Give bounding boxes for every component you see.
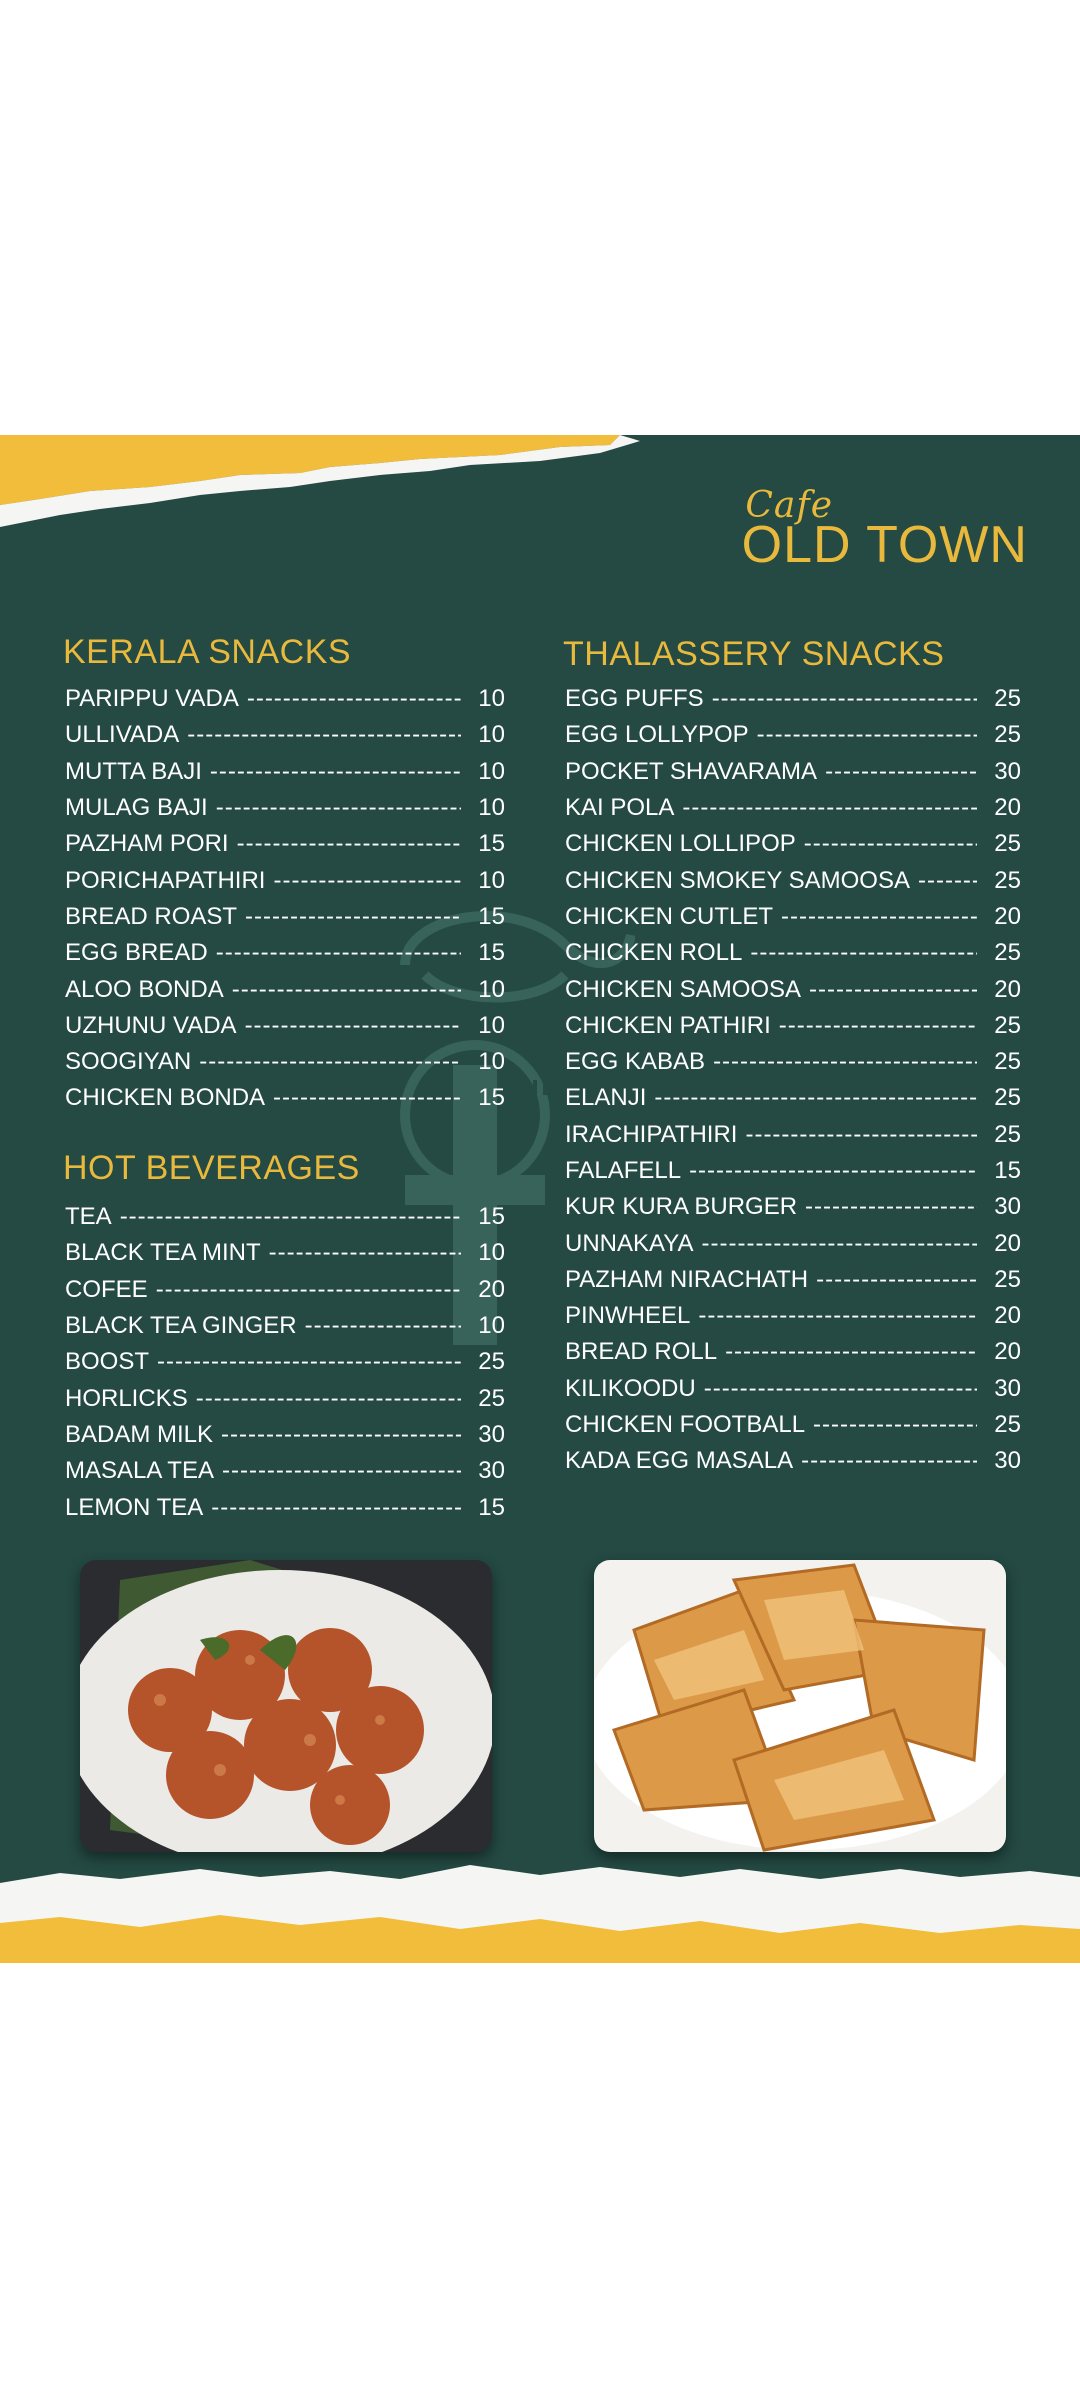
item-name: CHICKEN SMOKEY SAMOOSA <box>565 866 910 894</box>
item-price: 25 <box>994 1084 1021 1112</box>
item-name: KAI POLA <box>565 794 675 822</box>
kerala-snacks-item <box>65 681 505 717</box>
item-name: CHICKEN ROLL <box>565 939 743 967</box>
thalassery-snacks-item <box>565 1044 1021 1080</box>
item-name: PORICHAPATHIRI <box>65 866 266 894</box>
item-name: PINWHEEL <box>565 1302 691 1330</box>
kerala-snacks-item <box>65 862 505 898</box>
item-name: HORLICKS <box>65 1384 188 1412</box>
hot-beverages-item <box>65 1199 505 1235</box>
item-name: ELANJI <box>565 1084 647 1112</box>
item-price: 25 <box>478 1384 505 1412</box>
dotted-leader <box>120 1203 461 1231</box>
item-name: PAZHAM NIRACHATH <box>565 1265 809 1293</box>
item-price: 15 <box>478 1493 505 1521</box>
dotted-leader <box>245 1012 461 1040</box>
dotted-leader <box>805 1193 977 1221</box>
hot-beverages-item <box>65 1453 505 1489</box>
item-name: CHICKEN LOLLIPOP <box>565 830 796 858</box>
item-price: 20 <box>994 902 1021 930</box>
item-name: EGG KABAB <box>565 1048 706 1076</box>
thalassery-snacks-item <box>565 935 1021 971</box>
hot-beverages-item <box>65 1272 505 1308</box>
item-price: 25 <box>994 1120 1021 1148</box>
kerala-snacks-item <box>65 717 505 753</box>
thalassery-snacks-title: THALASSERY SNACKS <box>563 635 945 673</box>
dotted-leader <box>698 1302 977 1330</box>
item-price: 30 <box>994 757 1021 785</box>
dotted-leader <box>222 1457 461 1485</box>
thalassery-snacks-item <box>565 1371 1021 1407</box>
kerala-snacks-title: KERALA SNACKS <box>63 633 352 671</box>
item-name: COFEE <box>65 1275 148 1303</box>
dotted-leader <box>216 939 461 967</box>
item-price: 25 <box>994 1048 1021 1076</box>
item-name: KILIKOODU <box>565 1374 696 1402</box>
dotted-leader <box>156 1276 461 1304</box>
item-name: MASALA TEA <box>65 1457 214 1485</box>
item-price: 25 <box>994 685 1021 713</box>
thalassery-snacks-item <box>565 971 1021 1007</box>
dotted-leader <box>273 1084 461 1112</box>
item-name: BLACK TEA MINT <box>65 1239 261 1267</box>
item-price: 30 <box>994 1193 1021 1221</box>
dotted-leader <box>804 830 977 858</box>
item-price: 25 <box>994 721 1021 749</box>
hot-beverages-item <box>65 1417 505 1453</box>
item-name: UNNAKAYA <box>565 1229 694 1257</box>
item-name: BLACK TEA GINGER <box>65 1312 297 1340</box>
dotted-leader <box>816 1266 977 1294</box>
thalassery-snacks-item <box>565 1189 1021 1225</box>
thalassery-snacks-item <box>565 1117 1021 1153</box>
item-price: 25 <box>478 1348 505 1376</box>
dotted-leader <box>237 830 461 858</box>
thalassery-snacks-list <box>565 681 1021 1480</box>
dotted-leader <box>825 758 977 786</box>
kerala-snacks-item <box>65 971 505 1007</box>
item-price: 10 <box>478 1239 505 1267</box>
item-name: IRACHIPATHIRI <box>565 1120 738 1148</box>
dotted-leader <box>199 1048 461 1076</box>
dotted-leader <box>801 1447 977 1475</box>
item-name: LEMON TEA <box>65 1493 204 1521</box>
item-price: 10 <box>478 975 505 1003</box>
dotted-leader <box>918 867 977 895</box>
item-name: CHICKEN BONDA <box>65 1084 266 1112</box>
item-price: 15 <box>478 939 505 967</box>
thalassery-snacks-item <box>565 1407 1021 1443</box>
item-name: SOOGIYAN <box>65 1048 192 1076</box>
thalassery-snacks-item <box>565 1262 1021 1298</box>
thalassery-snacks-item <box>565 1334 1021 1370</box>
item-name: FALAFELL <box>565 1157 682 1184</box>
item-price: 25 <box>994 830 1021 858</box>
item-name: KUR KURA BURGER <box>565 1193 798 1221</box>
item-price: 15 <box>478 830 505 858</box>
dotted-leader <box>712 685 977 713</box>
thalassery-snacks-item <box>565 790 1021 826</box>
thalassery-snacks-item <box>565 826 1021 862</box>
thalassery-snacks-item <box>565 1443 1021 1479</box>
item-price: 20 <box>994 975 1021 1003</box>
thalassery-snacks-item <box>565 862 1021 898</box>
hot-beverages-item <box>65 1344 505 1380</box>
item-name: EGG BREAD <box>65 939 208 967</box>
item-price: 10 <box>478 721 505 749</box>
item-name: UZHUNU VADA <box>65 1011 237 1039</box>
dotted-leader <box>245 903 461 931</box>
dotted-leader <box>713 1048 977 1076</box>
kerala-snacks-item <box>65 1080 505 1116</box>
kerala-snacks-item <box>65 1044 505 1080</box>
item-name: PARIPPU VADA <box>65 685 239 713</box>
item-price: 25 <box>994 939 1021 967</box>
dotted-leader <box>305 1312 461 1340</box>
item-price: 25 <box>994 866 1021 894</box>
dotted-leader <box>701 1230 977 1258</box>
dotted-leader <box>745 1121 977 1149</box>
item-price: 10 <box>478 1011 505 1039</box>
thalassery-snacks-item <box>565 899 1021 935</box>
vada-photo <box>80 1560 492 1852</box>
kerala-snacks-item <box>65 790 505 826</box>
item-price: 30 <box>994 1447 1021 1475</box>
item-price: 30 <box>478 1457 505 1485</box>
item-price: 20 <box>478 1275 505 1303</box>
kerala-snacks-item <box>65 1008 505 1044</box>
dotted-leader <box>221 1421 461 1449</box>
thalassery-snacks-item <box>565 1153 1021 1189</box>
item-name: MUTTA BAJI <box>65 757 202 785</box>
item-price: 30 <box>478 1420 505 1448</box>
dotted-leader <box>232 976 461 1004</box>
kerala-snacks-item <box>65 899 505 935</box>
dotted-leader <box>809 976 977 1004</box>
dotted-leader <box>157 1348 461 1376</box>
item-price: 20 <box>994 1229 1021 1257</box>
thalassery-snacks-item <box>565 754 1021 790</box>
hot-beverages-item <box>65 1235 505 1271</box>
item-name: BREAD ROLL <box>565 1338 718 1366</box>
hot-beverages-item <box>65 1308 505 1344</box>
dotted-leader <box>682 794 977 822</box>
item-price: 10 <box>478 794 505 822</box>
thalassery-snacks-item <box>565 717 1021 753</box>
item-name: BREAD ROAST <box>65 902 238 930</box>
logo-script-text: Cafe <box>745 485 833 526</box>
item-price: 10 <box>478 1048 505 1076</box>
item-name: TEA <box>65 1203 112 1231</box>
item-name: PAZHAM PORI <box>65 830 229 858</box>
dotted-leader <box>216 794 461 822</box>
item-price: 20 <box>994 1338 1021 1366</box>
hot-beverages-list <box>65 1199 505 1526</box>
item-price: 20 <box>994 794 1021 822</box>
item-name: EGG LOLLYPOP <box>565 721 749 749</box>
kerala-snacks-item <box>65 754 505 790</box>
item-name: CHICKEN SAMOOSA <box>565 975 802 1003</box>
puff-pastry-photo <box>594 1560 1006 1852</box>
item-price: 15 <box>478 902 505 930</box>
thalassery-snacks-item <box>565 681 1021 717</box>
hot-beverages-item <box>65 1489 505 1525</box>
dotted-leader <box>654 1084 977 1112</box>
hot-beverages-title: HOT BEVERAGES <box>63 1149 360 1187</box>
torn-paper-bottom <box>0 1843 1080 1963</box>
thalassery-snacks-item <box>565 1225 1021 1261</box>
item-name: BOOST <box>65 1348 150 1376</box>
dotted-leader <box>247 685 461 713</box>
thalassery-snacks-item <box>565 1080 1021 1116</box>
item-name: EGG PUFFS <box>565 685 704 713</box>
item-name: ULLIVADA <box>65 721 180 749</box>
item-price: 25 <box>994 1011 1021 1039</box>
item-name: ALOO BONDA <box>65 975 224 1003</box>
item-name: CHICKEN PATHIRI <box>565 1011 771 1039</box>
dotted-leader <box>725 1338 977 1366</box>
item-price: 25 <box>994 1265 1021 1293</box>
dotted-leader <box>781 903 977 931</box>
item-price: 10 <box>478 866 505 894</box>
item-name: KADA EGG MASALA <box>565 1447 794 1475</box>
item-price: 25 <box>994 1411 1021 1439</box>
thalassery-snacks-item <box>565 1298 1021 1334</box>
item-name: MULAG BAJI <box>65 794 208 822</box>
hot-beverages-item <box>65 1380 505 1416</box>
dotted-leader <box>757 721 977 749</box>
dotted-leader <box>210 758 461 786</box>
item-price: 10 <box>478 757 505 785</box>
dotted-leader <box>750 939 977 967</box>
item-price: 30 <box>994 1374 1021 1402</box>
dotted-leader <box>187 721 461 749</box>
item-price: 20 <box>994 1302 1021 1330</box>
logo-name: OLD TOWN <box>741 516 1028 574</box>
dotted-leader <box>704 1375 977 1403</box>
kerala-snacks-list <box>65 681 505 1117</box>
item-name: BADAM MILK <box>65 1420 214 1448</box>
item-name: POCKET SHAVARAMA <box>565 757 818 785</box>
menu-card <box>0 435 1080 1963</box>
item-price: 10 <box>478 685 505 713</box>
item-name: CHICKEN CUTLET <box>565 902 774 930</box>
item-price: 15 <box>994 1157 1021 1184</box>
item-price: 15 <box>478 1084 505 1112</box>
kerala-snacks-item <box>65 826 505 862</box>
dotted-leader <box>273 867 461 895</box>
dotted-leader <box>689 1157 977 1185</box>
dotted-leader <box>779 1012 977 1040</box>
thalassery-snacks-item <box>565 1008 1021 1044</box>
item-name: CHICKEN FOOTBALL <box>565 1411 806 1439</box>
cafe-logo <box>742 485 1028 575</box>
item-price: 10 <box>478 1312 505 1340</box>
dotted-leader <box>211 1494 461 1522</box>
dotted-leader <box>196 1385 461 1413</box>
dotted-leader <box>269 1239 461 1267</box>
item-price: 15 <box>478 1203 505 1231</box>
dotted-leader <box>813 1411 977 1439</box>
kerala-snacks-item <box>65 935 505 971</box>
